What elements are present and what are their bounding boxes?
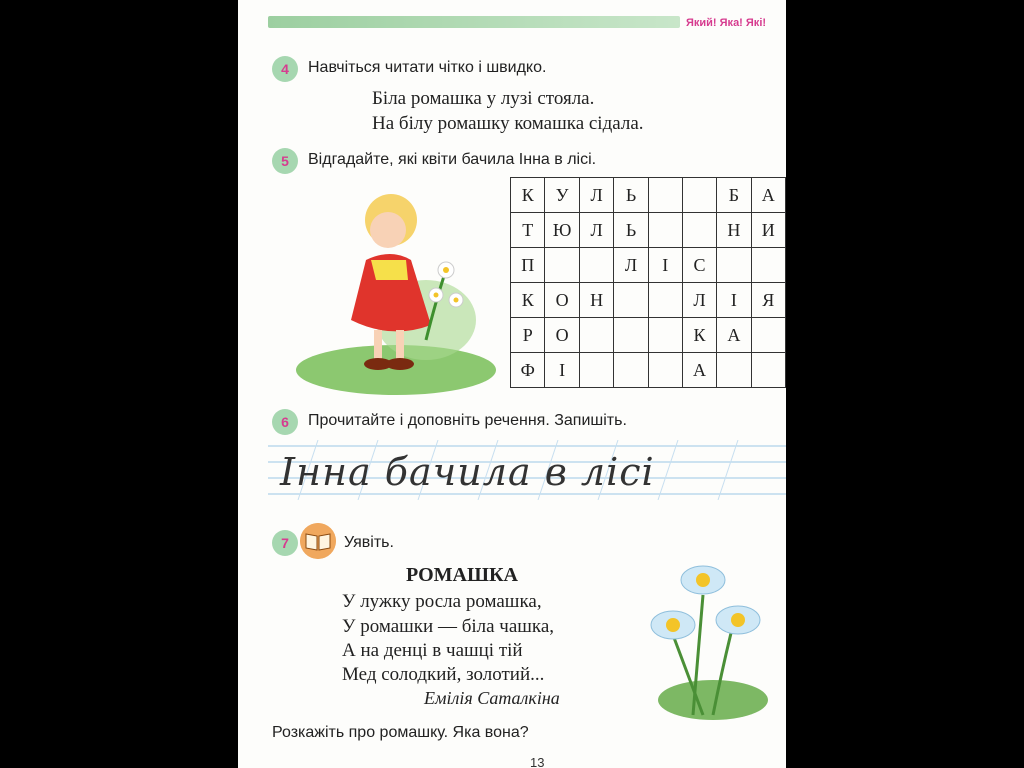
poem-author: Емілія Саталкіна — [424, 688, 560, 708]
grid-cell: К — [682, 318, 716, 353]
grid-cell: Н — [579, 283, 613, 318]
grid-cell — [614, 353, 648, 388]
grid-cell — [614, 283, 648, 318]
grid-cell — [545, 248, 580, 283]
grid-cell — [751, 248, 785, 283]
grid-cell: А — [682, 353, 716, 388]
grid-cell: О — [545, 318, 580, 353]
grid-cell: И — [751, 213, 785, 248]
grid-cell: А — [751, 178, 785, 213]
grid-cell: К — [511, 178, 545, 213]
page-number: 13 — [530, 755, 545, 768]
grid-cell: У — [545, 178, 580, 213]
grid-cell: С — [682, 248, 716, 283]
grid-cell: Я — [751, 283, 785, 318]
grid-row — [511, 178, 786, 213]
grid-cell — [682, 178, 716, 213]
crossword-grid — [510, 177, 786, 388]
grid-cell — [682, 213, 716, 248]
grid-cell — [648, 283, 682, 318]
grid-cell: Л — [682, 283, 716, 318]
grid-cell — [579, 318, 613, 353]
grid-row — [511, 353, 786, 388]
poem-line: Мед солодкий, золотий... — [342, 664, 545, 685]
grid-cell — [717, 353, 751, 388]
grid-cell — [751, 353, 785, 388]
closing-question: Розкажіть про ромашку. Яка вона? — [272, 724, 529, 741]
task-instruction: Відгадайте, які квіти бачила Інна в лісі. — [308, 151, 597, 168]
handwritten-sentence: Інна бачила в лісі — [280, 450, 655, 494]
reading-line: Біла ромашка у лузі стояла. — [372, 88, 595, 109]
task-number-badge: 5 — [272, 148, 298, 174]
poem-line: У ромашки — біла чашка, — [342, 616, 555, 637]
grid-cell: О — [545, 283, 580, 318]
task-number-badge: 4 — [272, 56, 298, 82]
grid-cell: А — [717, 318, 751, 353]
header-title: Який! Яка! Які! — [686, 17, 767, 29]
grid-cell: Н — [717, 213, 751, 248]
task-instruction: Прочитайте і доповніть речення. Запишіть. — [308, 412, 627, 429]
reading-line: На білу ромашку комашка сідала. — [372, 113, 644, 134]
task-number-badge: 6 — [272, 409, 298, 435]
poem-line: А на денці в чашці тій — [342, 640, 523, 661]
grid-cell — [579, 248, 613, 283]
grid-row — [511, 318, 786, 353]
grid-cell: Ф — [511, 353, 545, 388]
grid-cell: Ь — [614, 178, 648, 213]
grid-cell: І — [648, 248, 682, 283]
girl-picking-flowers-illustration — [296, 180, 496, 395]
grid-cell: І — [545, 353, 580, 388]
grid-cell — [751, 318, 785, 353]
grid-cell: К — [511, 283, 545, 318]
textbook-page — [238, 0, 786, 768]
grid-cell — [648, 213, 682, 248]
grid-cell — [717, 248, 751, 283]
daisy-flowers-illustration — [643, 555, 783, 720]
grid-cell: П — [511, 248, 545, 283]
grid-row — [511, 248, 786, 283]
poem-line: У лужку росла ромашка, — [342, 591, 542, 612]
grid-cell: Ь — [614, 213, 648, 248]
poem-title: РОМАШКА — [406, 564, 518, 586]
task-number-badge: 7 — [272, 530, 298, 556]
grid-cell: Б — [717, 178, 751, 213]
grid-cell — [614, 318, 648, 353]
grid-cell — [648, 353, 682, 388]
header-bar — [268, 16, 680, 28]
grid-cell: І — [717, 283, 751, 318]
grid-row — [511, 213, 786, 248]
grid-row — [511, 283, 786, 318]
task-instruction: Навчіться читати чітко і швидко. — [308, 59, 547, 76]
task-instruction: Уявіть. — [344, 534, 394, 551]
grid-cell: Л — [579, 213, 613, 248]
grid-cell: Ю — [545, 213, 580, 248]
grid-cell — [648, 178, 682, 213]
grid-cell — [579, 353, 613, 388]
open-book-icon — [300, 523, 336, 559]
grid-cell: Т — [511, 213, 545, 248]
grid-cell — [648, 318, 682, 353]
grid-cell: Л — [614, 248, 648, 283]
grid-cell: Л — [579, 178, 613, 213]
grid-cell: Р — [511, 318, 545, 353]
